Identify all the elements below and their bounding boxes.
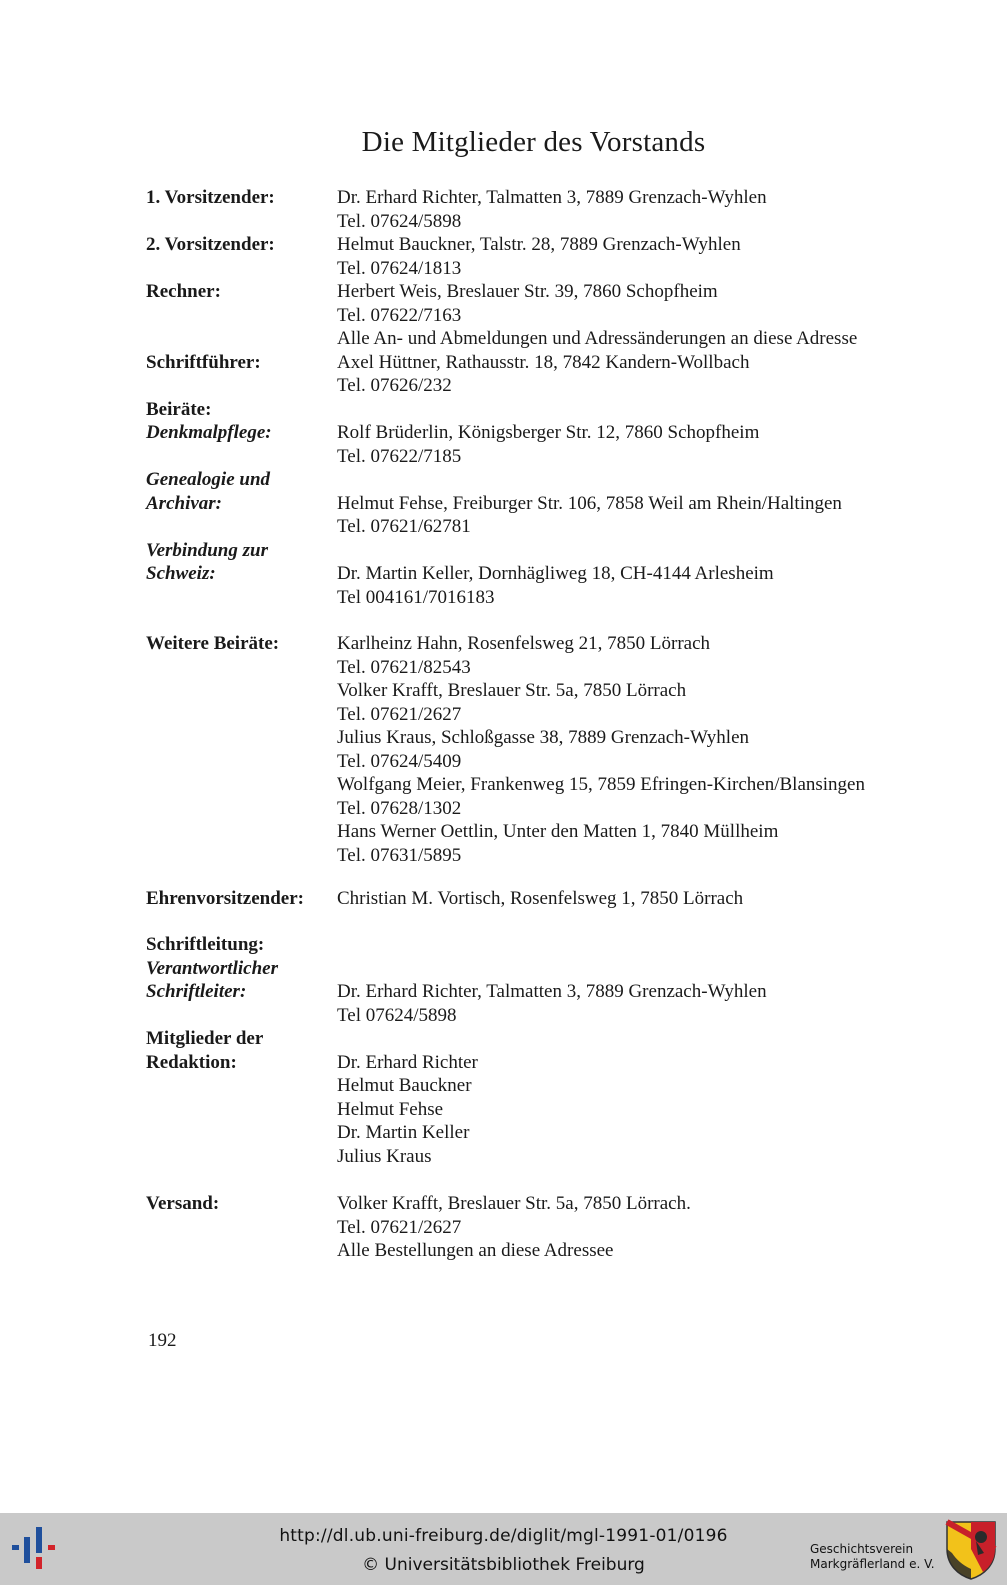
editorial-section [146, 933, 926, 1168]
entry-line: Helmut Bauckner [337, 1075, 472, 1096]
entry-line: Alle Bestellungen an diese Adressee [337, 1240, 614, 1261]
entry-line: Tel. 07626/232 [337, 375, 452, 396]
entry-line: Tel. 07624/5898 [337, 210, 462, 232]
entry-label: Weitere Beiräte: [146, 633, 280, 654]
entry-label: 1. Vorsitzender: [146, 187, 275, 208]
entry-line: Rolf Brüderlin, Königsberger Str. 12, 7860 Schopfheim [337, 422, 760, 443]
entry-line: Axel Hüttner, Rathausstr. 18, 7842 Kandern-Wollbach [337, 351, 750, 373]
entry-label: Denkmalpflege: [146, 422, 272, 443]
entry-label: Rechner: [146, 281, 221, 302]
entry-line: Volker Krafft, Breslauer Str. 5a, 7850 Lörrach. [337, 1193, 691, 1214]
coat-of-arms-icon [944, 1519, 998, 1581]
entry-line: Julius Kraus [337, 1145, 432, 1167]
entry-line: Dr. Erhard Richter, Talmatten 3, 7889 Grenzach-Wyhlen [337, 981, 767, 1002]
footer-bar [0, 1513, 1007, 1585]
entry-line: Helmut Bauckner, Talstr. 28, 7889 Grenzach-Wyhlen [337, 234, 741, 255]
entry-line: Tel. 07621/62781 [337, 516, 471, 537]
entry-label: Schriftleiter: [146, 981, 247, 1002]
entry-label: Verantwortlicher [146, 957, 278, 979]
entry-line: Dr. Martin Keller [337, 1122, 470, 1143]
society-name [810, 1542, 935, 1572]
entry-label: Redaktion: [146, 1051, 237, 1073]
entry-line: Dr. Martin Keller, Dornhägliweg 18, CH-4144 Arlesheim [337, 563, 774, 584]
page-number: 192 [148, 1330, 177, 1351]
entry-line: Tel. 07624/5409 [337, 750, 462, 772]
entry-line: Tel 004161/7016183 [337, 586, 495, 608]
entry-label: Ehrenvorsitzender: [146, 888, 304, 909]
entry-label: Schweiz: [146, 563, 216, 584]
entry-line: Tel. 07621/2627 [337, 1216, 462, 1238]
entry-line: Volker Krafft, Breslauer Str. 5a, 7850 Lörrach [337, 680, 687, 701]
entry-label: 2. Vorsitzender: [146, 234, 275, 255]
entry-line: Hans Werner Oettlin, Unter den Matten 1, 7840 Müllheim [337, 821, 779, 842]
society-line-1: Geschichtsverein [810, 1542, 914, 1556]
entry-line: Herbert Weis, Breslauer Str. 39, 7860 Schopfheim [337, 281, 718, 302]
entry-line: Tel. 07621/2627 [337, 703, 462, 725]
entry-line: Tel. 07622/7163 [337, 304, 462, 326]
board-members-section [146, 186, 926, 609]
footer-url-link[interactable]: http://dl.ub.uni-freiburg.de/diglit/mgl-1991-01/0196 [279, 1526, 728, 1546]
entry-line: Tel. 07628/1302 [337, 797, 462, 819]
entry-label: Mitglieder der [146, 1028, 264, 1049]
honorary-chair-section [146, 887, 926, 911]
society-line-2: Markgräflerland e. V. [810, 1557, 935, 1571]
entry-line: Helmut Fehse, Freiburger Str. 106, 7858 Weil am Rhein/Haltingen [337, 492, 842, 514]
entry-line: Christian M. Vortisch, Rosenfelsweg 1, 7850 Lörrach [337, 888, 744, 909]
entry-label: Schriftführer: [146, 351, 261, 373]
beiraete-heading: Beiräte: [146, 398, 212, 420]
entry-line: Helmut Fehse [337, 1098, 444, 1120]
entry-line: Wolfgang Meier, Frankenweg 15, 7859 Efringen-Kirchen/Blansingen [337, 774, 865, 795]
entry-line: Tel 07624/5898 [337, 1004, 457, 1026]
entry-label: Versand: [146, 1193, 220, 1214]
entry-label: Archivar: [146, 492, 222, 514]
entry-line: Karlheinz Hahn, Rosenfelsweg 21, 7850 Lörrach [337, 633, 711, 654]
further-advisors-section [146, 632, 926, 867]
shipping-section [146, 1192, 926, 1263]
entry-line: Julius Kraus, Schloßgasse 38, 7889 Grenzach-Wyhlen [337, 727, 750, 748]
entry-line: Tel. 07624/1813 [337, 257, 462, 279]
entry-line: Dr. Erhard Richter, Talmatten 3, 7889 Grenzach-Wyhlen [337, 187, 767, 208]
entry-label: Genealogie und [146, 469, 271, 490]
entry-line: Tel. 07631/5895 [337, 844, 462, 866]
page-title: Die Mitglieder des Vorstands [361, 126, 706, 158]
entry-line: Alle An- und Abmeldungen und Adressänderungen an diese Adresse [337, 328, 858, 349]
schriftleitung-heading: Schriftleitung: [146, 934, 265, 955]
entry-line: Tel. 07621/82543 [337, 656, 471, 678]
entry-label: Verbindung zur [146, 539, 268, 561]
entry-line: Tel. 07622/7185 [337, 445, 462, 467]
entry-line: Dr. Erhard Richter [337, 1051, 478, 1073]
footer-copyright: © Universitätsbibliothek Freiburg [362, 1555, 645, 1575]
